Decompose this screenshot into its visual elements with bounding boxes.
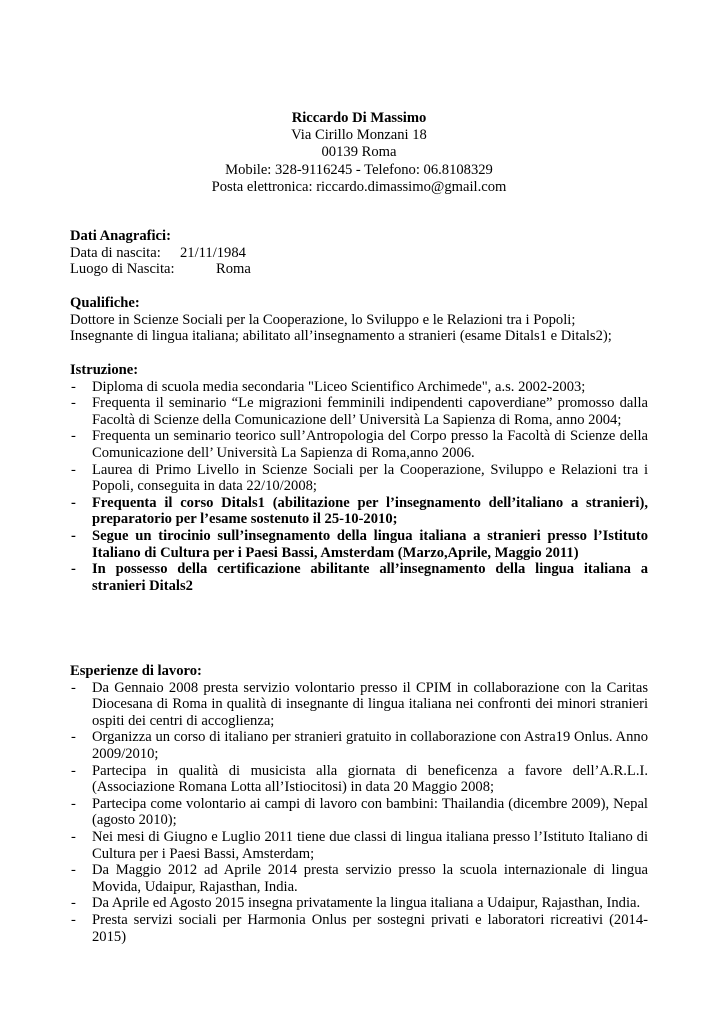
section-esperienze — [70, 663, 648, 945]
list-item: - Nei mesi di Giugno e Luglio 2011 tiene due classi di lingua italiana presso l’Istituto Italiano di Cultura per i Paesi Bassi, Amsterdam; — [70, 829, 648, 862]
birth-place-value: Roma — [216, 261, 251, 278]
list-item: - Organizza un corso di italiano per stranieri gratuito in collaborazione con Astra19 Onlus. Anno 2009/2010; — [70, 729, 648, 762]
list-item: - Laurea di Primo Livello in Scienze Sociali per la Cooperazione, Sviluppo e Relazioni tra i Popoli, conseguita in data 22/10/2008; — [70, 462, 648, 495]
birth-date-row — [70, 245, 648, 262]
section-istruzione — [70, 362, 648, 594]
list-item: - Da Aprile ed Agosto 2015 insegna privatamente la lingua italiana a Udaipur, Rajasthan, India. — [70, 895, 648, 912]
list-item: - Partecipa come volontario ai campi di lavoro con bambini: Thailandia (dicembre 2009), Nepal (agosto 2010); — [70, 796, 648, 829]
phone-numbers: Mobile: 328-9116245 - Telefono: 06.8108329 — [225, 161, 493, 178]
qualifica-line-2: Insegnante di lingua italiana; abilitato all’insegnamento a stranieri (esame Ditals1 e Ditals2); — [70, 328, 612, 345]
birth-date-value: 21/11/1984 — [180, 244, 246, 261]
list-item: - Presta servizi sociali per Harmonia Onlus per sostegni privati e laboratori ricreativi (2014-2015) — [70, 912, 648, 945]
list-item: - In possesso della certificazione abilitante all’insegnamento della lingua italiana a stranieri Ditals2 — [70, 561, 648, 594]
section-title-anagrafici: Dati Anagrafici: — [70, 228, 171, 244]
list-item: - Frequenta un seminario teorico sull’Antropologia del Corpo presso la Facoltà di Scienze della Comunicazione dell’ Università La Sapienza di Roma,anno 2006. — [70, 428, 648, 461]
section-title-istruzione: Istruzione: — [70, 362, 139, 378]
address-street: Via Cirillo Monzani 18 — [291, 127, 427, 144]
list-item: - Partecipa in qualità di musicista alla giornata di beneficenza a favore dell’A.R.L.I. (Associazione Romana Lotta all’Istiocitosi) in data 20 Maggio 2008; — [70, 763, 648, 796]
istruzione-list — [70, 379, 648, 595]
birth-place-label: Luogo di Nascita: — [70, 261, 175, 278]
list-item: - Da Maggio 2012 ad Aprile 2014 presta servizio presso la scuola internazionale di lingua Movida, Udaipur, Rajasthan, India. — [70, 862, 648, 895]
esperienze-list — [70, 680, 648, 946]
birth-date-label: Data di nascita: — [70, 244, 161, 261]
list-item: - Segue un tirocinio sull’insegnamento della lingua italiana a stranieri presso l’Istituto Italiano di Cultura per i Paesi Bassi, Amsterdam (Marzo,Aprile, Maggio 2011) — [70, 528, 648, 561]
person-name: Riccardo Di Massimo — [291, 110, 427, 126]
qualifica-line-1: Dottore in Scienze Sociali per la Cooperazione, lo Sviluppo e le Relazioni tra i Popoli; — [70, 311, 576, 328]
list-item: - Da Gennaio 2008 presta servizio volontario presso il CPIM in collaborazione con la Caritas Diocesana di Roma in qualità di insegnante di lingua italiana nei confronti dei minori stranieri ospiti dei centri di accoglienza; — [70, 680, 648, 730]
list-item: - Frequenta il corso Ditals1 (abilitazione per l’insegnamento dell’italiano a stranieri), preparatorio per l’esame sostenuto il 25-10-2010; — [70, 495, 648, 528]
list-item: - Frequenta il seminario “Le migrazioni femminili indipendenti capoverdiane” promosso dalla Facoltà di Scienze della Comunicazione dell’ Università La Sapienza di Roma, anno 2004; — [70, 395, 648, 428]
cv-header — [70, 110, 648, 196]
section-title-esperienze: Esperienze di lavoro: — [70, 663, 202, 679]
birth-place-row — [70, 261, 648, 278]
list-item: - Diploma di scuola media secondaria "Liceo Scientifico Archimede", a.s. 2002-2003; — [70, 379, 648, 396]
address-city: 00139 Roma — [321, 144, 397, 161]
email-line: Posta elettronica: riccardo.dimassimo@gmail.com — [211, 178, 507, 195]
section-anagrafici — [70, 228, 648, 278]
section-qualifiche — [70, 295, 648, 345]
section-title-qualifiche: Qualifiche: — [70, 295, 140, 311]
